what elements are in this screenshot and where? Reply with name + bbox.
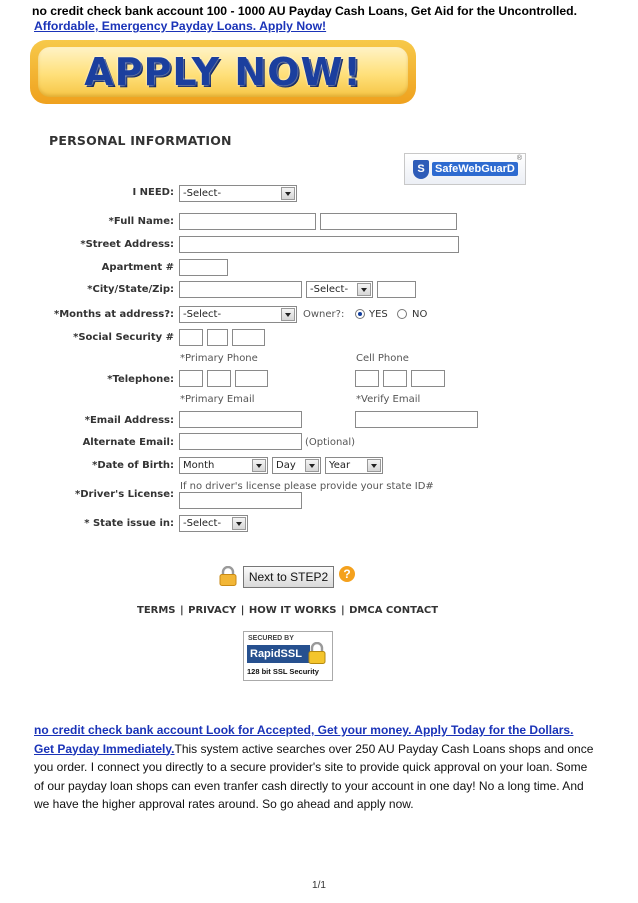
email-input[interactable]: [179, 411, 302, 428]
telephone-label: *Telephone:: [107, 374, 174, 385]
subtitle-link[interactable]: Affordable, Emergency Payday Loans. Apply Now!: [34, 19, 327, 33]
owner-yes-label: YES: [369, 309, 388, 320]
owner-yes-radio[interactable]: [355, 309, 365, 319]
street-address-input[interactable]: [179, 236, 459, 253]
cell-phone-label: Cell Phone: [356, 353, 409, 364]
state-issue-select[interactable]: [179, 515, 248, 532]
how-it-works-link[interactable]: HOW IT WORKS: [248, 605, 337, 616]
license-hint: If no driver's license please provide your state ID#: [180, 481, 434, 492]
dob-day-select[interactable]: [272, 457, 321, 474]
chevron-down-icon: [281, 187, 295, 200]
terms-link[interactable]: TERMS: [137, 605, 176, 616]
dob-label: *Date of Birth:: [92, 460, 174, 471]
state-select[interactable]: [306, 281, 373, 298]
apartment-input[interactable]: [179, 259, 228, 276]
ssn-part3-input[interactable]: [232, 329, 265, 346]
months-select[interactable]: [179, 306, 297, 323]
apartment-label: Apartment #: [101, 262, 174, 273]
alt-email-input[interactable]: [179, 433, 302, 450]
cell-phone-prefix-input[interactable]: [383, 370, 407, 387]
last-name-input[interactable]: [320, 213, 457, 230]
chevron-down-icon: [281, 308, 295, 321]
primary-phone-area-input[interactable]: [179, 370, 203, 387]
section-title: PERSONAL INFORMATION: [49, 133, 232, 148]
dob-year-select[interactable]: [325, 457, 383, 474]
months-select-value: -Select-: [183, 309, 222, 320]
verify-email-label: *Verify Email: [356, 394, 421, 405]
ssn-part1-input[interactable]: [179, 329, 203, 346]
ssl-secured-by: SECURED BY: [248, 635, 294, 642]
ssn-label: *Social Security #: [73, 332, 174, 343]
zip-input[interactable]: [377, 281, 416, 298]
footer-links: TERMS | PRIVACY | HOW IT WORKS | DMCA CONTACT: [137, 605, 439, 616]
need-label: I NEED:: [132, 187, 174, 198]
owner-no-label: NO: [412, 309, 428, 320]
dob-day-value: Day: [276, 460, 296, 471]
email-label: *Email Address:: [84, 415, 174, 426]
chevron-down-icon: [357, 283, 371, 296]
chevron-down-icon: [252, 459, 266, 472]
dob-month-select[interactable]: [179, 457, 268, 474]
license-label: *Driver's License:: [75, 489, 174, 500]
lock-icon: [219, 566, 237, 586]
owner-no-radio[interactable]: [397, 309, 407, 319]
help-icon[interactable]: ?: [339, 566, 355, 582]
owner-label: Owner?:: [303, 309, 345, 320]
first-name-input[interactable]: [179, 213, 316, 230]
primary-phone-line-input[interactable]: [235, 370, 268, 387]
state-select-value: -Select-: [310, 284, 349, 295]
dob-year-value: Year: [329, 460, 351, 471]
dob-month-value: Month: [183, 460, 215, 471]
safewebguard-label: SafeWebGuarD: [432, 162, 518, 176]
apply-now-banner[interactable]: [30, 40, 416, 104]
primary-email-label: *Primary Email: [180, 394, 255, 405]
registered-mark: ®: [516, 155, 522, 162]
chevron-down-icon: [367, 459, 381, 472]
bottom-body: This system active searches over 250 AU Payday Cash Loans shops and once you order. I connect you directly to a secure provider's site to provide quick approval on your loan. Some of our payday loan shops can even tranfer cash directly to your account in one day! No a long time. And we have the higher approval rates around. So go ahead and apply now.: [34, 741, 594, 811]
verify-email-input[interactable]: [355, 411, 478, 428]
shield-icon: S: [413, 160, 429, 179]
apply-now-text: APPLY NOW!: [84, 50, 362, 94]
optional-note: (Optional): [305, 437, 356, 448]
chevron-down-icon: [305, 459, 319, 472]
ssl-bits: 128 bit SSL Security: [247, 667, 319, 676]
state-issue-value: -Select-: [183, 518, 222, 529]
full-name-label: *Full Name:: [108, 216, 174, 227]
bottom-paragraph: [34, 721, 594, 814]
chevron-down-icon: [232, 517, 246, 530]
city-input[interactable]: [179, 281, 302, 298]
ssn-part2-input[interactable]: [207, 329, 228, 346]
need-select-value: -Select-: [183, 188, 222, 199]
bottom-link[interactable]: no credit check bank account Look for Accepted, Get your money. Apply Today for the Dollars. Get Payday Immediately.: [34, 723, 574, 756]
privacy-link[interactable]: PRIVACY: [188, 605, 237, 616]
state-issue-label: * State issue in:: [84, 518, 174, 529]
need-select[interactable]: [179, 185, 297, 202]
next-step-button[interactable]: Next to STEP2: [243, 566, 334, 588]
alt-email-label: Alternate Email:: [82, 437, 174, 448]
months-at-address-label: *Months at address?:: [54, 309, 174, 320]
dmca-contact-link[interactable]: DMCA CONTACT: [349, 605, 439, 616]
page-number: 1/1: [312, 880, 326, 891]
cell-phone-line-input[interactable]: [411, 370, 445, 387]
primary-phone-label: *Primary Phone: [180, 353, 258, 364]
street-label: *Street Address:: [80, 239, 174, 250]
safewebguard-badge: [404, 153, 526, 185]
ssl-brand: RapidSSL: [247, 645, 310, 663]
document-title: no credit check bank account 100 - 1000 AU Payday Cash Loans, Get Aid for the Uncontrolled.: [32, 4, 577, 18]
cell-phone-area-input[interactable]: [355, 370, 379, 387]
primary-phone-prefix-input[interactable]: [207, 370, 231, 387]
rapidssl-badge: [243, 631, 333, 681]
license-input[interactable]: [179, 492, 302, 509]
padlock-icon: [308, 642, 326, 664]
city-state-zip-label: *City/State/Zip:: [87, 284, 174, 295]
